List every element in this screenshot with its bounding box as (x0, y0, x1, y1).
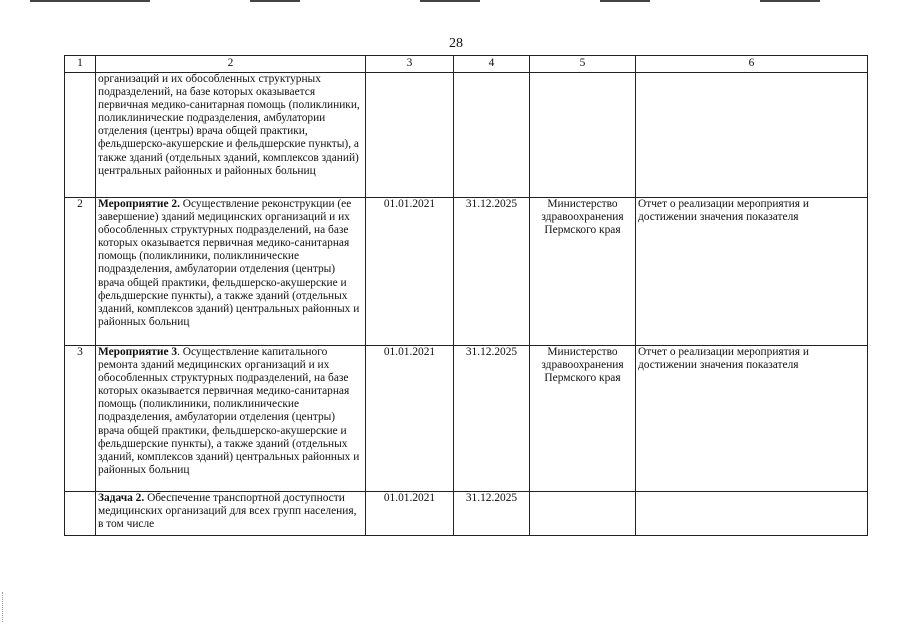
responsible-org (530, 73, 636, 198)
column-header: 6 (636, 56, 868, 73)
report-type: Отчет о реализации мероприятия и достижении значения показателя (636, 346, 868, 492)
top-edge-line (250, 0, 300, 2)
header-row (65, 56, 868, 73)
measure-description (96, 346, 366, 492)
start-date (366, 73, 454, 198)
table-row (65, 492, 868, 536)
start-date: 01.01.2021 (366, 346, 454, 492)
end-date: 31.12.2025 (454, 198, 530, 346)
responsible-org (530, 492, 636, 536)
column-header: 5 (530, 56, 636, 73)
measure-description (96, 73, 366, 198)
top-edge-line (760, 0, 820, 2)
end-date: 31.12.2025 (454, 492, 530, 536)
table-row (65, 73, 868, 198)
report-type (636, 492, 868, 536)
measure-text: . Осуществление капитального ремонта зданий медицинских организаций и их обособленных структурных подразделений, на базе которых оказывается первичная медико-санитарная помощь (поликлиники, поликлинические подразделения, амбулатории отделения (центры) врача общей практики, фельдшерско-акушерские и фельдшерские пункты), а также зданий (отдельных зданий, комплексов зданий) центральных районных и районных больниц (98, 346, 360, 476)
measures-table (64, 55, 868, 536)
measure-title: Задача 2. (98, 492, 145, 504)
column-header: 1 (65, 56, 96, 73)
measure-text: организаций и их обособленных структурных подразделений, на базе которых оказывается первичная медико-санитарная помощь (поликлиники, поликлинические подразделения, амбулатории отделения (центры) врача общей практики, фельдшерско-акушерские и фельдшерские пункты), а также зданий (отдельных зданий, комплексов зданий) центральных районных и районных больниц (98, 73, 360, 177)
end-date: 31.12.2025 (454, 346, 530, 492)
report-type (636, 73, 868, 198)
measure-description (96, 492, 366, 536)
row-number (65, 73, 96, 198)
top-edge-line (600, 0, 650, 2)
measure-text: Обеспечение транспортной доступности медицинских организаций для всех групп населения, в том числе (98, 492, 357, 531)
start-date: 01.01.2021 (366, 492, 454, 536)
row-number (65, 492, 96, 536)
end-date (454, 73, 530, 198)
responsible-org: Министерство здравоохранения Пермского края (530, 198, 636, 346)
measure-title: Мероприятие 3 (98, 346, 178, 358)
responsible-org: Министерство здравоохранения Пермского края (530, 346, 636, 492)
scan-margin-marks (2, 592, 5, 622)
column-header: 3 (366, 56, 454, 73)
column-header: 2 (96, 56, 366, 73)
measure-text: Осуществление реконструкции (ее завершение) зданий медицинских организаций и их обособленных структурных подразделений, на базе которых оказывается первичная медико-санитарная помощь (поликлиники, поликлинические подразделения, амбулатории отделения (центры) врача общей практики, фельдшерско-акушерские и фельдшерские пункты), а также зданий (отдельных зданий, комплексов зданий) центральных районных и районных больниц (98, 198, 360, 328)
table-row (65, 198, 868, 346)
row-number: 2 (65, 198, 96, 346)
measure-description (96, 198, 366, 346)
start-date: 01.01.2021 (366, 198, 454, 346)
page-number: 28 (449, 36, 463, 51)
column-header: 4 (454, 56, 530, 73)
table-row (65, 346, 868, 492)
measure-title: Мероприятие 2. (98, 198, 180, 210)
top-edge-line (420, 0, 480, 2)
row-number: 3 (65, 346, 96, 492)
report-type: Отчет о реализации мероприятия и достижении значения показателя (636, 198, 868, 346)
top-edge-line (30, 0, 150, 2)
